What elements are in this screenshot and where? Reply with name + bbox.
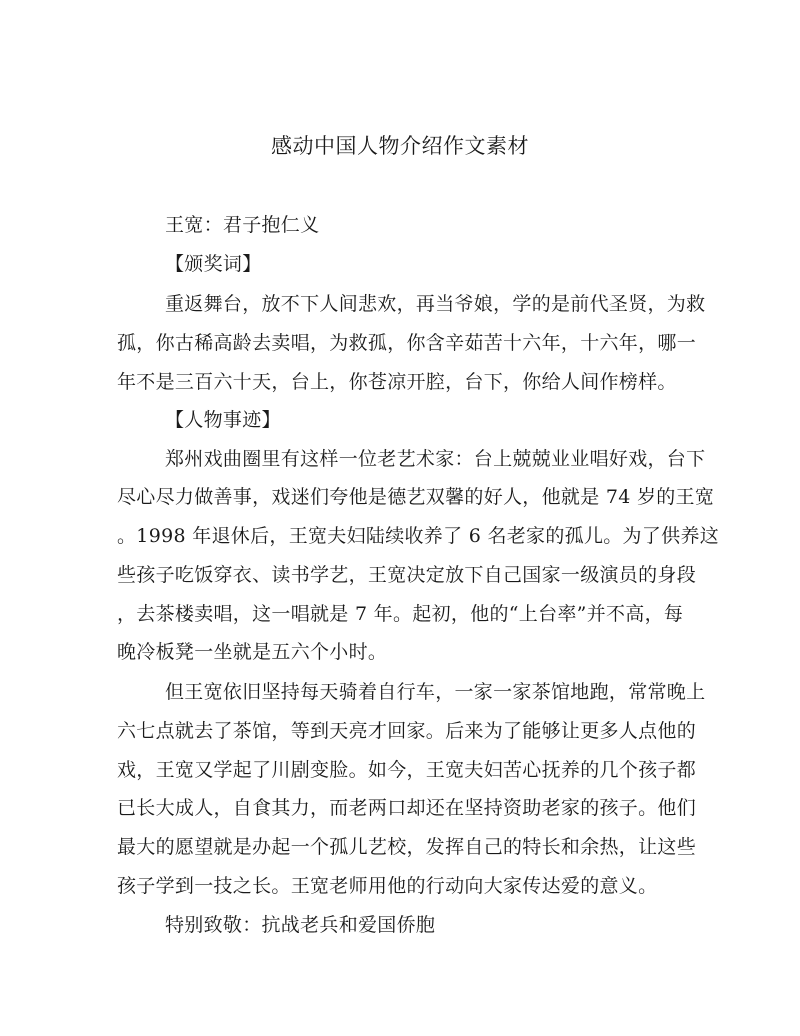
deeds-line: 些孩子吃饭穿衣、读书学艺，王宽决定放下自己国家一级演员的身段: [117, 564, 697, 586]
deeds-line: 六七点就去了茶馆，等到天亮才回家。后来为了能够让更多人点他的: [117, 720, 697, 742]
deeds-line: ，去茶楼卖唱，这一唱就是 7 年。起初，他的“上台率”并不高，每: [117, 603, 684, 625]
award-line: 孤，你古稀高龄去卖唱，为救孤，你含辛茹苦十六年，十六年，哪一: [117, 332, 697, 354]
deeds-heading: 【人物事迹】: [165, 409, 281, 431]
award-line: 重返舞台，放不下人间悲欢，再当爷娘，学的是前代圣贤，为救: [165, 293, 706, 315]
deeds-line: 孩子学到一技之长。王宽老师用他的行动向大家传达爱的意义。: [117, 875, 658, 897]
subtitle: 王宽：君子抱仁义: [165, 214, 320, 236]
award-line: 年不是三百六十天，台上，你苍凉开腔，台下，你给人间作榜样。: [117, 371, 677, 393]
document-title: 感动中国人物介绍作文素材: [271, 134, 529, 158]
deeds-line: 尽心尽力做善事，戏迷们夸他是德艺双馨的好人，他就是 74 岁的王宽: [117, 486, 715, 508]
deeds-line: 。1998 年退休后，王宽夫妇陆续收养了 6 名老家的孤儿。为了供养这: [117, 525, 720, 547]
deeds-line: 晚冷板凳一坐就是五六个小时。: [117, 641, 388, 663]
deeds-line: 郑州戏曲圈里有这样一位老艺术家：台上兢兢业业唱好戏，台下: [165, 448, 706, 470]
footer-line: 特别致敬：抗战老兵和爱国侨胞: [165, 914, 436, 936]
award-heading: 【颁奖词】: [165, 253, 262, 275]
deeds-line: 但王宽依旧坚持每天骑着自行车，一家一家茶馆地跑，常常晚上: [165, 681, 706, 703]
deeds-line: 已长大成人，自食其力，而老两口却还在坚持资助老家的孩子。他们: [117, 797, 697, 819]
deeds-line: 最大的愿望就是办起一个孤儿艺校，发挥自己的特长和余热，让这些: [117, 836, 697, 858]
deeds-line: 戏，王宽又学起了川剧变脸。如今，王宽夫妇苦心抚养的几个孩子都: [117, 759, 697, 781]
